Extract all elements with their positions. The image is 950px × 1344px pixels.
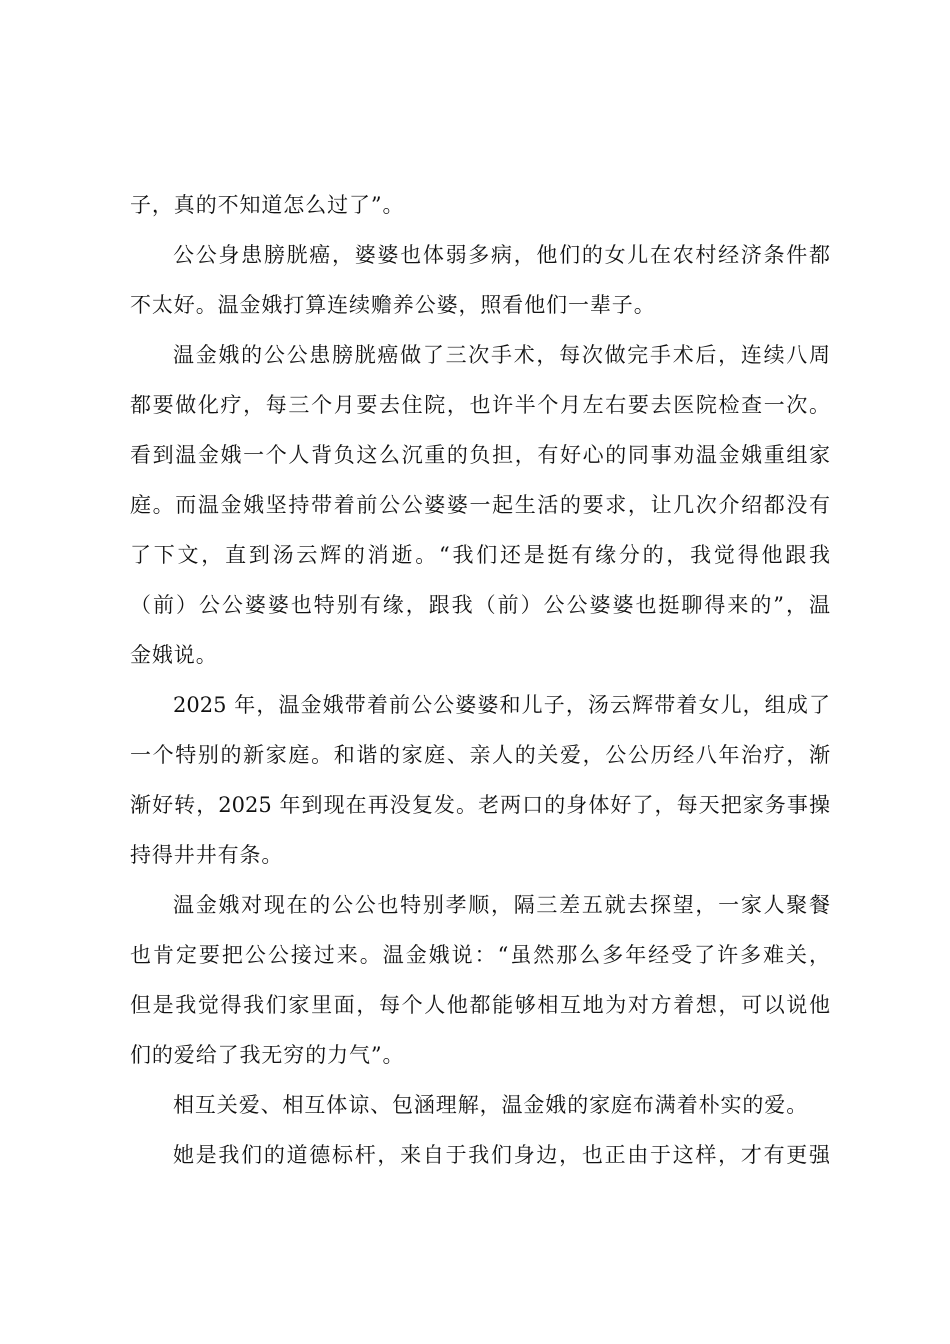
text-line: 不太好。温金娥打算连续赡养公婆，照看他们一辈子。 [130, 293, 656, 317]
text-line: 公公身患膀胱癌，婆婆也体弱多病，他们的女儿在农村经济条件都 [173, 243, 830, 267]
text-line: 她是我们的道德标杆，来自于我们身边，也正由于这样，才有更强 [173, 1143, 830, 1167]
text-line: 一个特别的新家庭。和谐的家庭、亲人的关爱，公公历经八年治疗，渐 [130, 743, 830, 767]
text-line: 相互关爱、相互体谅、包涵理解，温金娥的家庭布满着朴实的爱。 [173, 1093, 809, 1117]
text-line: （前）公公婆婆也特别有缘，跟我（前）公公婆婆也挺聊得来的”，温 [130, 593, 830, 617]
text-line: 都要做化疗，每三个月要去住院，也许半个月左右要去医院检查一次。 [130, 393, 830, 417]
text-line: 看到温金娥一个人背负这么沉重的负担，有好心的同事劝温金娥重组家 [130, 443, 830, 467]
text-line: 持得井井有条。 [130, 843, 284, 867]
text-line: 也肯定要把公公接过来。温金娥说：“虽然那么多年经受了许多难关， [130, 943, 830, 967]
text-line: 2025 年，温金娥带着前公公婆婆和儿子，汤云辉带着女儿，组成了 [173, 693, 830, 717]
text-line: 渐好转，2025 年到现在再没复发。老两口的身体好了，每天把家务事操 [130, 793, 830, 817]
text-line: 温金娥的公公患膀胱癌做了三次手术，每次做完手术后，连续八周 [173, 343, 830, 367]
text-line: 金娥说。 [130, 643, 218, 667]
text-line: 子，真的不知道怎么过了”。 [130, 193, 405, 217]
text-line: 了下文，直到汤云辉的消逝。“我们还是挺有缘分的，我觉得他跟我 [130, 543, 830, 567]
text-line: 但是我觉得我们家里面，每个人他都能够相互地为对方着想，可以说他 [130, 993, 830, 1017]
text-line: 温金娥对现在的公公也特别孝顺，隔三差五就去探望，一家人聚餐 [173, 893, 830, 917]
text-line: 们的爱给了我无穷的力气”。 [130, 1043, 405, 1067]
text-line: 庭。而温金娥坚持带着前公公婆婆一起生活的要求，让几次介绍都没有 [130, 493, 830, 517]
